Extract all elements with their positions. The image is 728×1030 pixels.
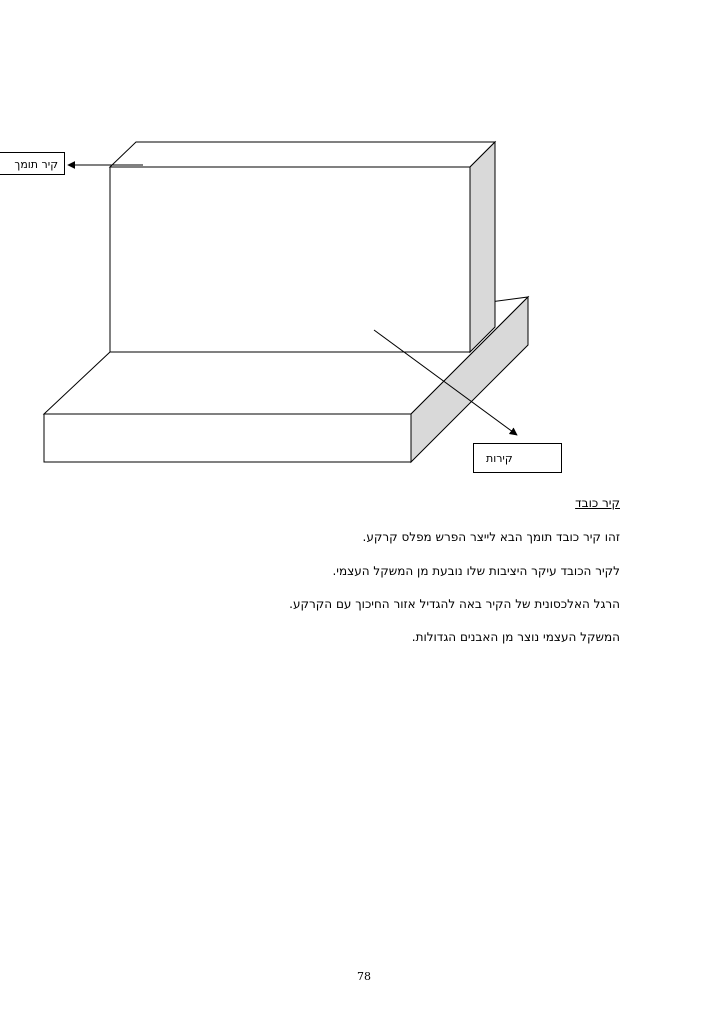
wall-front-face — [110, 167, 470, 352]
section-heading: קיר כובד — [575, 496, 620, 510]
wall-side-face — [470, 142, 495, 352]
body-line-4: המשקל העצמי נוצר מן האבנים הגדולות. — [411, 630, 620, 644]
body-line-3: הרגל האלכסונית של הקיר באה להגדיל אזור החיכוך עם הקרקע. — [289, 597, 620, 611]
wall-block — [110, 142, 495, 352]
wall-top-face — [110, 142, 495, 167]
page-number: 78 — [357, 970, 371, 983]
base-slab-front-face — [44, 414, 411, 462]
retaining-wall-figure — [0, 0, 728, 480]
callout-walls: קירות — [473, 443, 562, 473]
body-line-2: לקיר הכובד עיקר היציבות שלו נובעת מן המשקל העצמי. — [332, 564, 620, 578]
callout-retaining-wall: קיר תומך — [0, 152, 65, 175]
body-line-1: זהו קיר כובד תומך הבא לייצר הפרש מפלס קרקע. — [362, 530, 620, 544]
